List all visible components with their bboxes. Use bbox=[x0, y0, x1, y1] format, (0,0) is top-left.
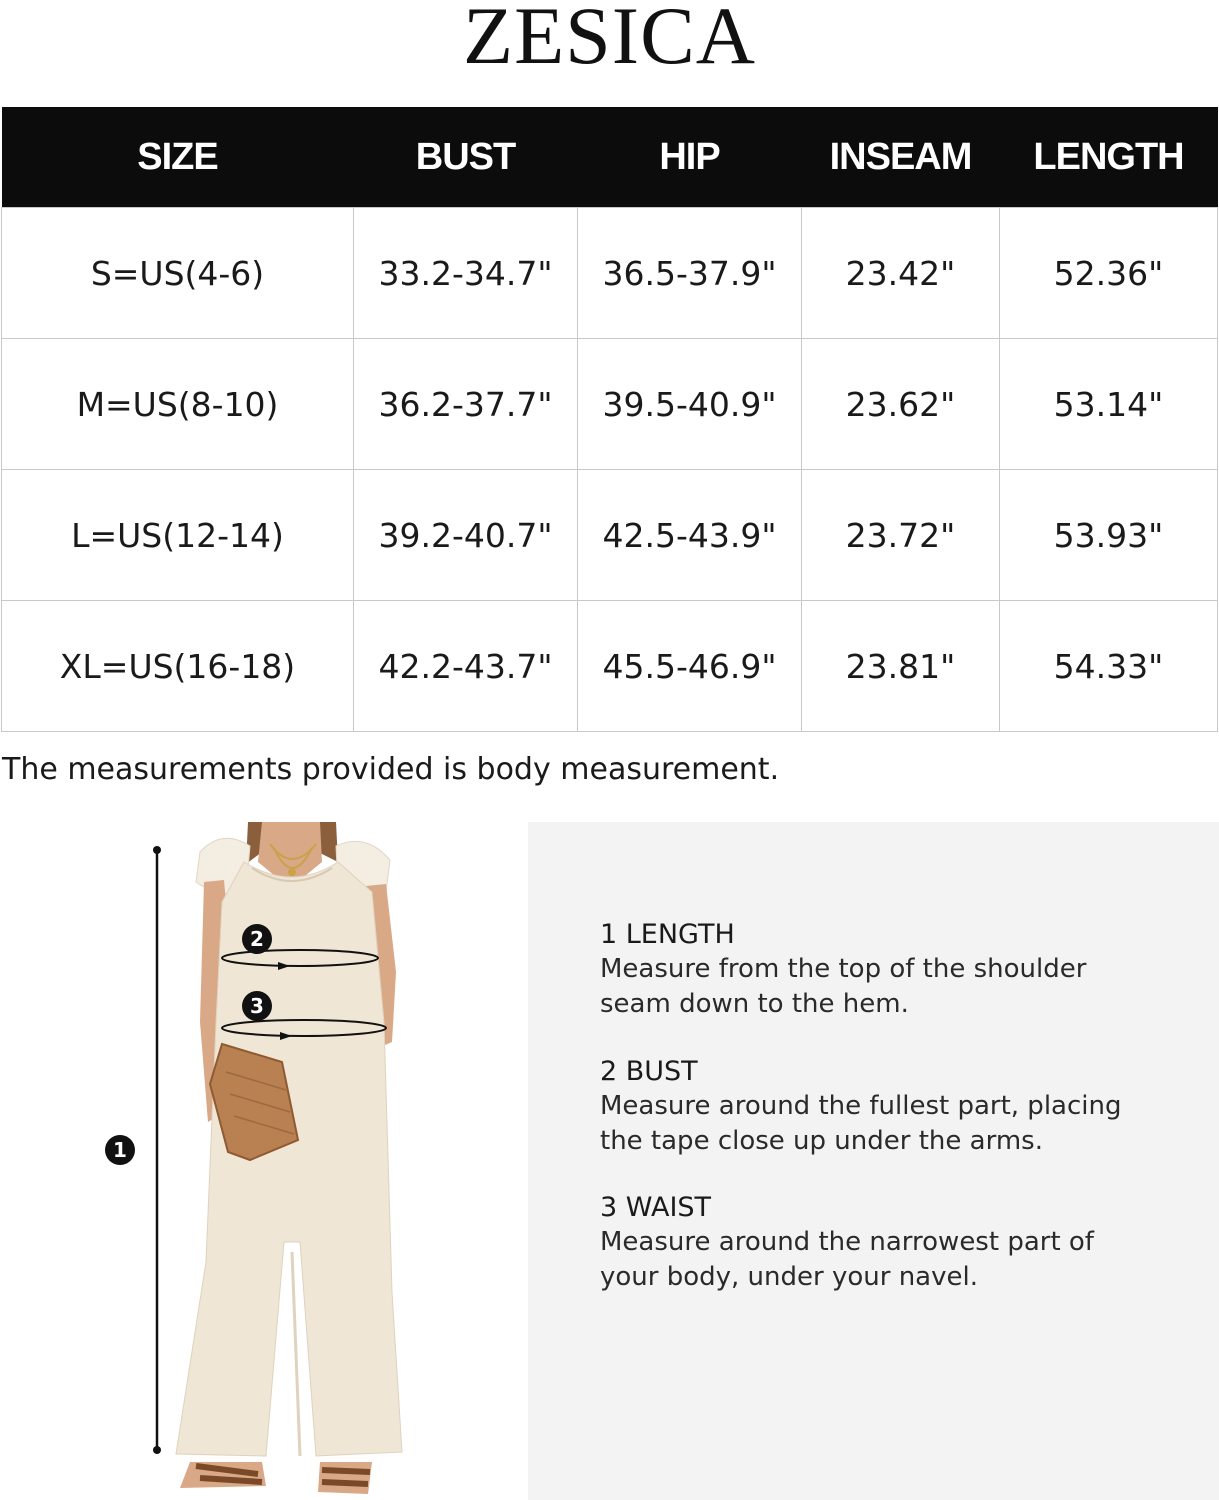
cell-length: 53.93" bbox=[1000, 470, 1218, 601]
cell-bust: 36.2-37.7" bbox=[354, 339, 578, 470]
size-chart-table bbox=[1, 107, 1218, 732]
brand-logo: ZESICA bbox=[463, 0, 756, 72]
marker-bust bbox=[242, 924, 272, 954]
table-row bbox=[2, 470, 1218, 601]
table-header-row bbox=[2, 107, 1218, 208]
cell-hip: 36.5-37.9" bbox=[578, 208, 802, 339]
header-inseam: INSEAM bbox=[802, 107, 1000, 208]
cell-size: XL=US(16-18) bbox=[2, 601, 354, 732]
guide-title-bust: 2 BUST bbox=[600, 1056, 698, 1087]
guide-item-waist bbox=[600, 1191, 1200, 1295]
cell-inseam: 23.42" bbox=[802, 208, 1000, 339]
table-row bbox=[2, 208, 1218, 339]
header-hip: HIP bbox=[578, 107, 802, 208]
cell-hip: 42.5-43.9" bbox=[578, 470, 802, 601]
cell-size: M=US(8-10) bbox=[2, 339, 354, 470]
measurement-note: The measurements provided is body measurement. bbox=[2, 752, 780, 787]
measurement-guide-panel bbox=[528, 822, 1219, 1500]
cell-hip: 45.5-46.9" bbox=[578, 601, 802, 732]
cell-size: L=US(12-14) bbox=[2, 470, 354, 601]
length-rule-top-dot bbox=[153, 846, 161, 854]
cell-bust: 42.2-43.7" bbox=[354, 601, 578, 732]
cell-hip: 39.5-40.9" bbox=[578, 339, 802, 470]
marker-bust-label: 2 bbox=[250, 927, 264, 951]
guide-item-bust bbox=[600, 1055, 1200, 1159]
cell-size: S=US(4-6) bbox=[2, 208, 354, 339]
model-photo bbox=[0, 822, 528, 1500]
guide-desc-line: seam down to the hem. bbox=[600, 989, 909, 1019]
header-size: SIZE bbox=[2, 107, 354, 208]
cell-length: 53.14" bbox=[1000, 339, 1218, 470]
cell-inseam: 23.62" bbox=[802, 339, 1000, 470]
cell-length: 52.36" bbox=[1000, 208, 1218, 339]
guide-item-length bbox=[600, 918, 1200, 1022]
cell-inseam: 23.81" bbox=[802, 601, 1000, 732]
header-length: LENGTH bbox=[1000, 107, 1218, 208]
cell-bust: 39.2-40.7" bbox=[354, 470, 578, 601]
table-row bbox=[2, 339, 1218, 470]
guide-desc-line: your body, under your navel. bbox=[600, 1262, 978, 1292]
length-rule-bottom-dot bbox=[153, 1446, 161, 1454]
header-bust: BUST bbox=[354, 107, 578, 208]
guide-desc-line: Measure around the narrowest part of bbox=[600, 1227, 1094, 1257]
cell-inseam: 23.72" bbox=[802, 470, 1000, 601]
cell-length: 54.33" bbox=[1000, 601, 1218, 732]
guide-desc-line: Measure around the fullest part, placing bbox=[600, 1091, 1122, 1121]
right-foot bbox=[318, 1462, 372, 1494]
model-illustration bbox=[0, 822, 528, 1500]
marker-waist-label: 3 bbox=[250, 994, 264, 1018]
cell-bust: 33.2-34.7" bbox=[354, 208, 578, 339]
table-row bbox=[2, 601, 1218, 732]
guide-desc-line: the tape close up under the arms. bbox=[600, 1126, 1043, 1156]
marker-length-label: 1 bbox=[113, 1138, 127, 1162]
marker-length bbox=[105, 1135, 135, 1165]
marker-waist bbox=[242, 991, 272, 1021]
guide-title-length: 1 LENGTH bbox=[600, 919, 735, 950]
guide-title-waist: 3 WAIST bbox=[600, 1192, 712, 1223]
guide-desc-line: Measure from the top of the shoulder bbox=[600, 954, 1087, 984]
